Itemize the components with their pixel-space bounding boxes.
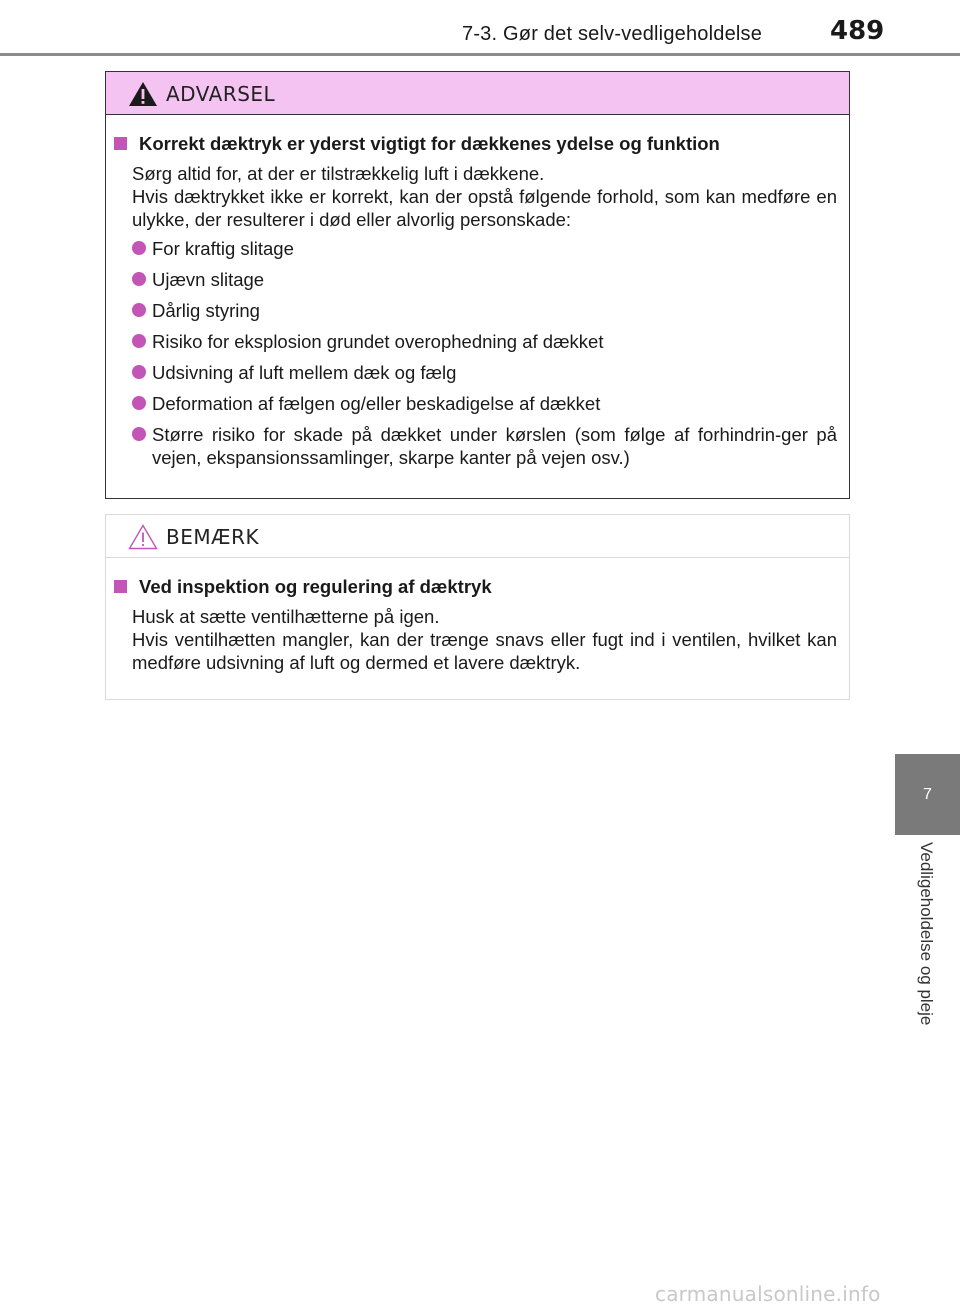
warning-bullet-list xyxy=(132,237,837,469)
notice-heading-text: Ved inspektion og regulering af dæktryk xyxy=(139,576,492,597)
warning-paragraph: Sørg altid for, at der er tilstrækkelig luft i dækkene. xyxy=(132,163,545,184)
chapter-title: Vedligeholdelse og pleje xyxy=(917,842,936,1026)
chapter-tab xyxy=(895,754,960,835)
notice-header xyxy=(106,515,849,558)
list-item-text: Deformation af fælgen og/eller beskadigelse af dækket xyxy=(152,393,601,414)
list-item xyxy=(132,237,837,260)
list-item xyxy=(132,330,837,353)
round-bullet-icon xyxy=(132,334,146,348)
notice-box xyxy=(105,514,850,700)
notice-paragraph: Hvis ventilhætten mangler, kan der trænge snavs eller fugt ind i ventilen, hvilket kan medføre udsivning af luft og dermed et lavere dæktryk. xyxy=(132,629,837,673)
round-bullet-icon xyxy=(132,396,146,410)
round-bullet-icon xyxy=(132,272,146,286)
page-number: 489 xyxy=(830,16,885,46)
square-bullet-icon xyxy=(114,137,127,150)
list-item-text: For kraftig slitage xyxy=(152,238,294,259)
warning-triangle-icon xyxy=(128,81,158,107)
round-bullet-icon xyxy=(132,303,146,317)
list-item-text: Udsivning af luft mellem dæk og fælg xyxy=(152,362,457,383)
notice-heading xyxy=(113,575,849,599)
list-item-text: Større risiko for skade på dækket under kørslen (som følge af forhindrin-ger på vejen, ekspansionssamlinger, skarpe kanter på vejen osv.) xyxy=(152,424,837,468)
watermark: carmanualsonline.info xyxy=(655,1282,881,1306)
list-item xyxy=(132,361,837,384)
warning-title: ADVARSEL xyxy=(166,82,276,106)
list-item xyxy=(132,268,837,291)
square-bullet-icon xyxy=(114,580,127,593)
list-item xyxy=(132,299,837,322)
chapter-number: 7 xyxy=(923,785,932,803)
section-title: 7-3. Gør det selv-vedligeholdelse xyxy=(462,23,763,45)
round-bullet-icon xyxy=(132,241,146,255)
warning-body xyxy=(106,132,849,477)
round-bullet-icon xyxy=(132,427,146,441)
warning-paragraph: Hvis dæktrykket ikke er korrekt, kan der opstå følgende forhold, som kan medføre en ulykke, der resulterer i død eller alvorlig personskade: xyxy=(132,186,837,230)
warning-heading xyxy=(113,132,849,156)
caution-triangle-icon xyxy=(128,524,158,550)
list-item xyxy=(132,423,837,469)
list-item xyxy=(132,392,837,415)
warning-box xyxy=(105,71,850,499)
warning-header xyxy=(106,72,849,115)
notice-paragraph: Husk at sætte ventilhætterne på igen. xyxy=(132,606,440,627)
list-item-text: Risiko for eksplosion grundet overophedning af dækket xyxy=(152,331,604,352)
list-item-text: Dårlig styring xyxy=(152,300,260,321)
header-rule xyxy=(0,53,960,56)
warning-heading-text: Korrekt dæktryk er yderst vigtigt for dækkenes ydelse og funktion xyxy=(139,133,720,154)
round-bullet-icon xyxy=(132,365,146,379)
list-item-text: Ujævn slitage xyxy=(152,269,265,290)
notice-title: BEMÆRK xyxy=(166,525,260,549)
notice-body xyxy=(106,575,849,674)
